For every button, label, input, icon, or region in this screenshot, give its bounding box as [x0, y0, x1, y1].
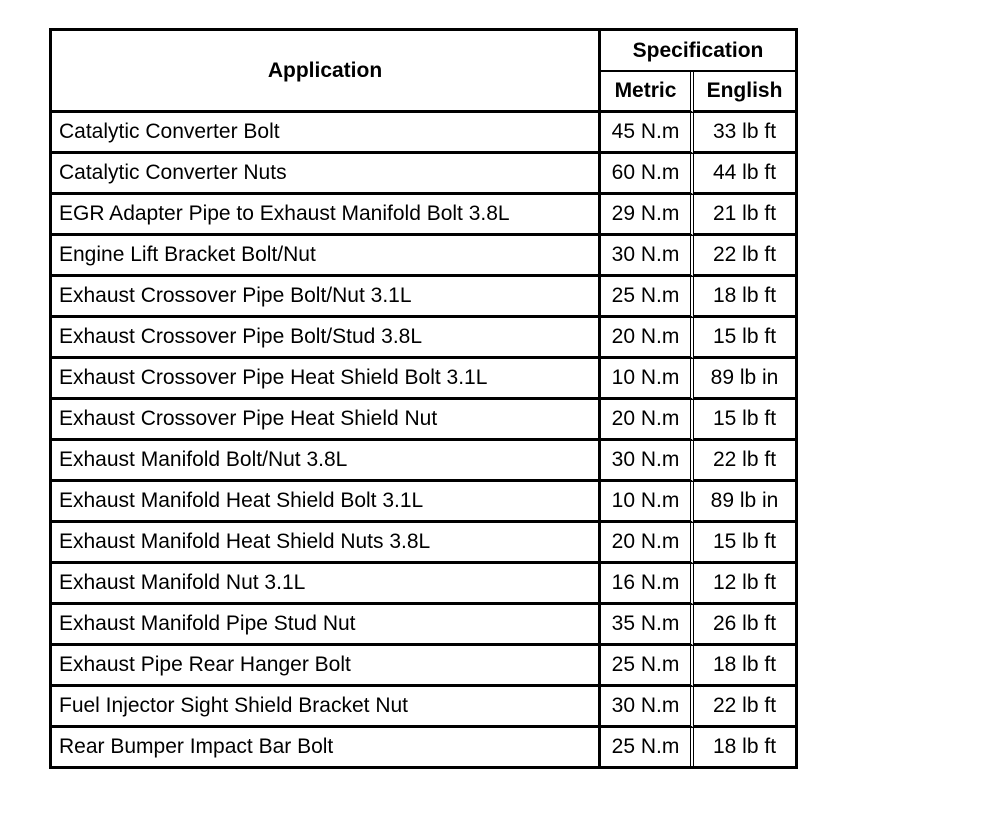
metric-cell: 10 N.m	[601, 482, 694, 523]
application-cell: EGR Adapter Pipe to Exhaust Manifold Bolt 3.8L	[52, 195, 601, 236]
table-row	[52, 728, 795, 766]
metric-cell: 20 N.m	[601, 400, 694, 441]
metric-cell: 25 N.m	[601, 728, 694, 766]
application-cell: Exhaust Manifold Bolt/Nut 3.8L	[52, 441, 601, 482]
english-cell: 18 lb ft	[694, 646, 795, 687]
table-row	[52, 154, 795, 195]
application-cell: Exhaust Manifold Nut 3.1L	[52, 564, 601, 605]
english-cell: 18 lb ft	[694, 277, 795, 318]
fastener-torque-table	[49, 28, 798, 769]
application-cell: Catalytic Converter Bolt	[52, 113, 601, 154]
table-row	[52, 441, 795, 482]
application-cell: Exhaust Pipe Rear Hanger Bolt	[52, 646, 601, 687]
english-cell: 44 lb ft	[694, 154, 795, 195]
table-row	[52, 646, 795, 687]
english-cell: 15 lb ft	[694, 318, 795, 359]
table-row	[52, 277, 795, 318]
metric-cell: 20 N.m	[601, 523, 694, 564]
application-cell: Exhaust Crossover Pipe Heat Shield Nut	[52, 400, 601, 441]
table-header	[52, 31, 795, 113]
table-row	[52, 113, 795, 154]
metric-cell: 30 N.m	[601, 236, 694, 277]
application-cell: Exhaust Crossover Pipe Bolt/Nut 3.1L	[52, 277, 601, 318]
english-header: English	[694, 72, 795, 113]
table-row	[52, 236, 795, 277]
english-cell: 21 lb ft	[694, 195, 795, 236]
metric-cell: 25 N.m	[601, 646, 694, 687]
table-row	[52, 318, 795, 359]
metric-cell: 29 N.m	[601, 195, 694, 236]
english-cell: 22 lb ft	[694, 236, 795, 277]
application-cell: Fuel Injector Sight Shield Bracket Nut	[52, 687, 601, 728]
metric-cell: 60 N.m	[601, 154, 694, 195]
metric-cell: 10 N.m	[601, 359, 694, 400]
english-cell: 22 lb ft	[694, 441, 795, 482]
english-cell: 89 lb in	[694, 359, 795, 400]
metric-cell: 20 N.m	[601, 318, 694, 359]
english-cell: 18 lb ft	[712, 735, 777, 758]
application-cell: Exhaust Crossover Pipe Bolt/Stud 3.8L	[52, 318, 601, 359]
header-row-top	[52, 31, 795, 72]
table-body	[52, 113, 795, 766]
application-cell: Engine Lift Bracket Bolt/Nut	[52, 236, 601, 277]
application-cell: Catalytic Converter Nuts	[52, 154, 601, 195]
metric-cell: 16 N.m	[601, 564, 694, 605]
table-row	[52, 564, 795, 605]
application-cell: Exhaust Manifold Heat Shield Nuts 3.8L	[52, 523, 601, 564]
metric-cell: 25 N.m	[601, 277, 694, 318]
english-cell: 15 lb ft	[694, 523, 795, 564]
table-row	[52, 400, 795, 441]
english-cell: 22 lb ft	[694, 687, 795, 728]
application-cell: Exhaust Manifold Heat Shield Bolt 3.1L	[52, 482, 601, 523]
application-cell: Exhaust Manifold Pipe Stud Nut	[52, 605, 601, 646]
metric-cell: 30 N.m	[601, 687, 694, 728]
table-row	[52, 359, 795, 400]
application-cell: Rear Bumper Impact Bar Bolt	[52, 728, 601, 766]
english-cell: 33 lb ft	[694, 113, 795, 154]
specification-header: Specification	[601, 31, 795, 72]
metric-cell: 30 N.m	[601, 441, 694, 482]
metric-header: Metric	[601, 72, 694, 113]
table-row	[52, 482, 795, 523]
english-cell: 15 lb ft	[694, 400, 795, 441]
application-header: Application	[52, 31, 601, 113]
metric-cell: 45 N.m	[601, 113, 694, 154]
table-row	[52, 195, 795, 236]
application-cell: Exhaust Crossover Pipe Heat Shield Bolt 3.1L	[52, 359, 601, 400]
english-cell: 26 lb ft	[694, 605, 795, 646]
metric-cell: 35 N.m	[601, 605, 694, 646]
english-cell: 89 lb in	[694, 482, 795, 523]
table-row	[52, 605, 795, 646]
table-row	[52, 523, 795, 564]
table-row	[52, 687, 795, 728]
english-cell: 12 lb ft	[694, 564, 795, 605]
